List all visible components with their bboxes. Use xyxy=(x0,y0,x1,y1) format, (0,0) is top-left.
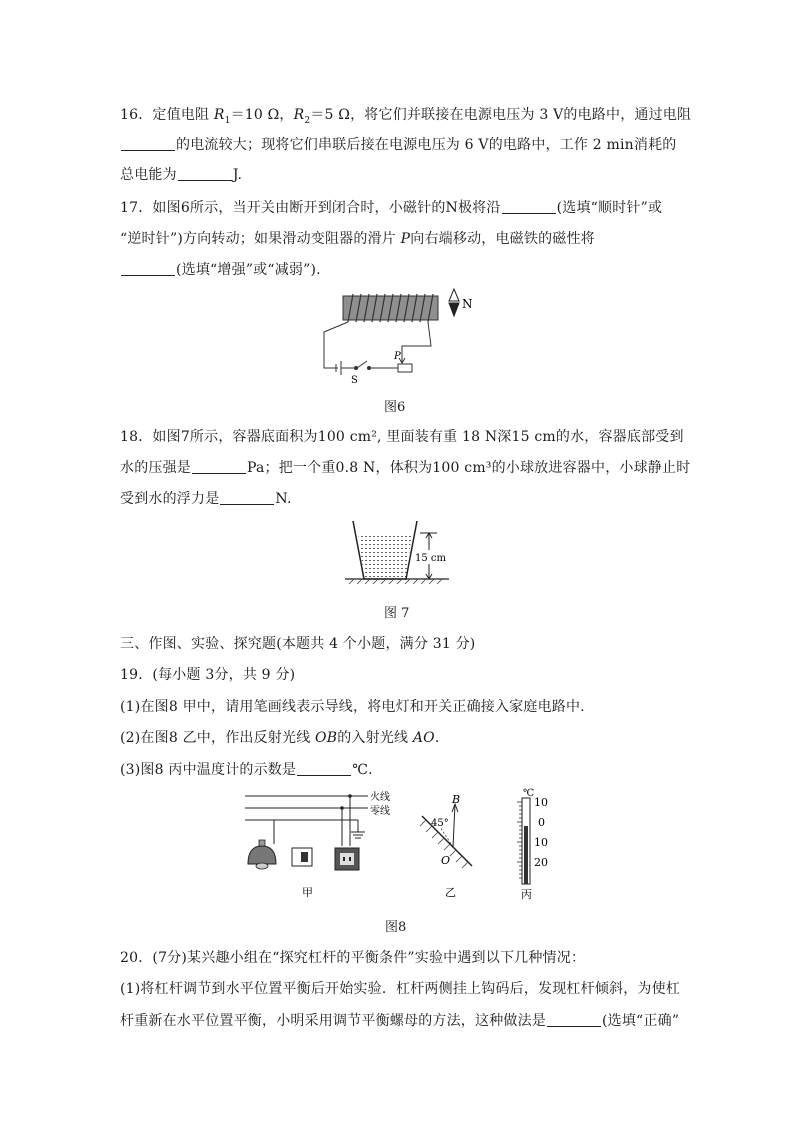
q16-line-1: 16．定值电阻 $R_1=10$ Ω，$R_2=5$ Ω，将它们并联接在电源电压为 3 V的电路中，通过电阻 xyxy=(120,107,692,126)
q19-part-1: (1)在图8 甲中，请用笔画线表示导线，将电灯和开关正确接入家庭电路中. xyxy=(120,699,585,715)
answer-blank[interactable] xyxy=(220,490,274,505)
figure-8 xyxy=(240,786,560,911)
tick-label: 0 xyxy=(538,816,545,829)
thermometer xyxy=(517,798,530,884)
q20-line-2: (1)将杠杆调节到水平位置平衡后开始实验．杠杆两侧挂上钩码后，发现杠杆倾斜，为使杠 xyxy=(120,981,681,997)
q18-line-3: 受到水的浮力是 N. xyxy=(120,491,292,507)
lamp-icon xyxy=(248,840,276,869)
north-label: N xyxy=(462,297,473,311)
socket-icon xyxy=(335,848,359,870)
answer-blank[interactable] xyxy=(121,136,175,151)
q18-line-1: 18．如图7所示，容器底面积为100 cm², 里面装有重 18 N深15 cm的水，容器底部受到 xyxy=(120,429,684,445)
neutral-wire-label: 零线 xyxy=(370,806,390,817)
label-yi: 乙 xyxy=(445,886,456,899)
figure-6-electromagnet xyxy=(310,286,490,386)
figure-6-caption: 图6 xyxy=(384,400,406,415)
answer-blank[interactable] xyxy=(547,1012,601,1027)
answer-blank[interactable] xyxy=(502,199,556,214)
q16-line-2: 的电流较大；现将它们串联后接在电源电压为 6 V的电路中，工作 2 min消耗的 xyxy=(120,134,677,154)
household-circuit xyxy=(245,796,368,846)
section-3-title: 三、作图、实验、探究题(本题共 4 个小题，满分 31 分) xyxy=(120,636,476,652)
q18-line-2: 水的压强是 Pa；把一个重0.8 N，体积为100 cm³的小球放进容器中，小球静止时 xyxy=(120,460,691,476)
switch-icon xyxy=(292,848,312,866)
q19-part-3: (3)图8 丙中温度计的示数是 ℃. xyxy=(120,762,373,778)
figure-8-caption: 图8 xyxy=(385,920,407,935)
q16-line-3: 总电能为 J. xyxy=(120,167,243,183)
label-bing: 丙 xyxy=(521,888,532,901)
answer-blank[interactable] xyxy=(297,761,351,776)
q17-line-1: 17．如图6所示，当开关由断开到闭合时，小磁针的N极将沿 (选填“顺时针”或 xyxy=(120,200,663,216)
q19-part-2: (2)在图8 乙中，作出反射光线 OB的入射光线 AO. xyxy=(120,730,440,746)
depth-label: 15 cm xyxy=(415,553,446,564)
slider-label: P xyxy=(394,351,401,362)
compass-needle-icon xyxy=(449,289,459,316)
answer-blank[interactable] xyxy=(121,261,175,276)
answer-blank[interactable] xyxy=(178,166,232,181)
label-jia: 甲 xyxy=(302,886,313,899)
q19-head: 19．(每小题 3分，共 9 分) xyxy=(120,667,296,683)
tick-label: 10 xyxy=(534,796,548,809)
point-b-label: B xyxy=(452,793,461,806)
celsius-unit: ℃ xyxy=(523,788,535,799)
tick-label: 10 xyxy=(534,836,548,849)
q17-line-3: (选填“增强”或“减弱”). xyxy=(120,259,321,279)
tick-label: 20 xyxy=(534,856,548,869)
angle-label: 45° xyxy=(431,818,449,829)
q20-line-3: 杆重新在水平位置平衡，小明采用调节平衡螺母的方法，这种做法是 (选填“正确” xyxy=(120,1013,680,1029)
switch-label: S xyxy=(351,375,358,386)
answer-blank[interactable] xyxy=(192,459,246,474)
figure-7-container xyxy=(345,515,455,590)
live-wire-label: 火线 xyxy=(370,792,390,803)
q17-line-2: “逆时针”)方向转动；如果滑动变阻器的滑片 P向右端移动，电磁铁的磁性将 xyxy=(120,231,595,247)
figure-7-caption: 图 7 xyxy=(384,606,410,621)
point-o-label: O xyxy=(441,854,451,867)
q20-line-1: 20．(7分)某兴趣小组在“探究杠杆的平衡条件”实验中遇到以下几种情况： xyxy=(120,950,586,966)
